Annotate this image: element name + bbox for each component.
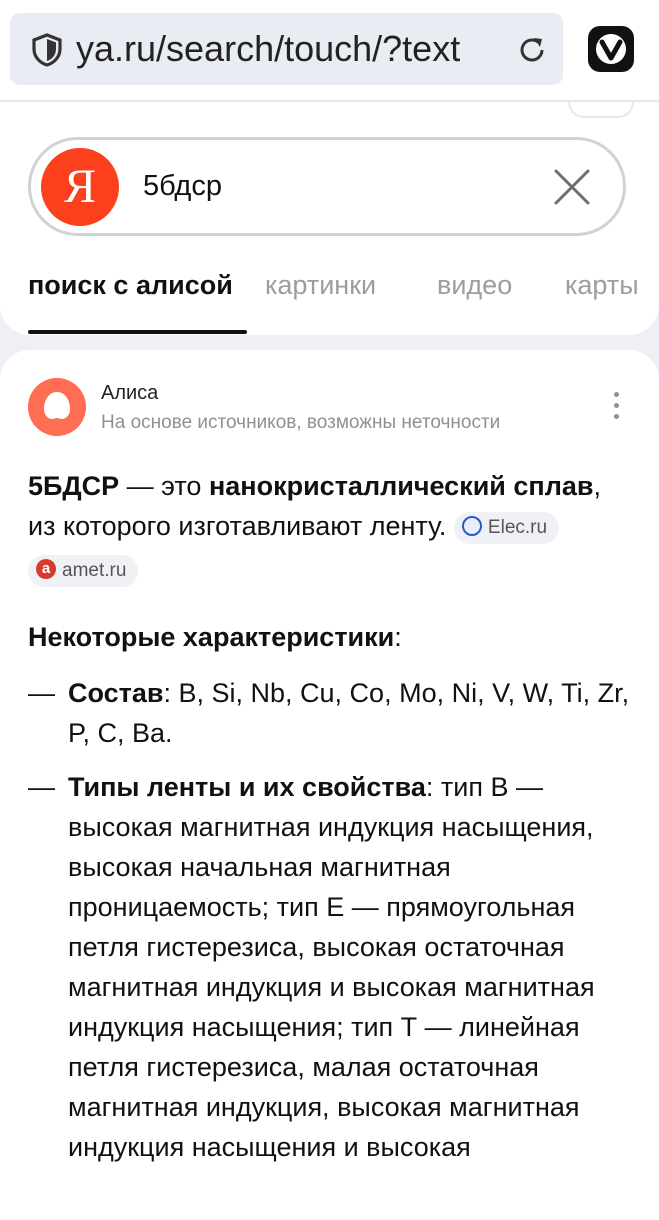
answer-term: 5БДСР	[28, 471, 120, 501]
search-tabs	[0, 262, 659, 336]
subheading-text: Некоторые характеристики	[28, 621, 395, 652]
source-chip-label: Elec.ru	[487, 516, 548, 538]
alice-answer-card	[0, 350, 659, 1220]
tab-alice-search[interactable]: поиск с алисой	[28, 270, 233, 300]
search-input[interactable]	[28, 137, 626, 236]
list-item	[28, 673, 640, 753]
amet-icon: a	[36, 559, 56, 579]
alice-icon	[28, 378, 86, 436]
pull-handle	[568, 102, 634, 118]
reload-icon[interactable]	[516, 34, 548, 66]
tab-images[interactable]: картинки	[265, 270, 377, 300]
search-query[interactable]: 5бдср	[143, 170, 222, 202]
answer-intro	[28, 466, 640, 587]
source-chip-elec[interactable]	[454, 512, 559, 544]
answer-source-name: Алиса	[101, 382, 159, 404]
shield-icon[interactable]	[31, 33, 63, 67]
browser-toolbar	[0, 0, 659, 100]
url-text[interactable]: ya.ru/search/touch/?text	[76, 28, 461, 69]
more-options-icon[interactable]	[608, 392, 624, 428]
answer-disclaimer: На основе источников, возможны неточности	[101, 412, 501, 433]
list-item-title: Типы ленты и их свойства	[68, 771, 426, 802]
answer-content	[28, 466, 640, 1181]
address-bar[interactable]	[10, 13, 563, 85]
source-chip-amet[interactable]	[28, 555, 138, 587]
list-item-title: Состав	[68, 677, 164, 708]
list-item-text: : B, Si, Nb, Cu, Co, Mo, Ni, V, W, Ti, Zr, P, C, Ba.	[68, 677, 630, 748]
list-item-text: : тип В — высокая магнитная индукция насыщения, высокая начальная магнитная проницаемость; тип Е — прямоугольная петля гистерезиса, высокая остаточная магнитная индукция и высокая магнитная индукция насыщения; тип Т — линейная петля гистерезиса, малая остаточная магнитная индукция, высокая магнитная индукция насыщения и высокая	[68, 771, 595, 1162]
vivaldi-icon[interactable]	[588, 26, 634, 72]
intro-rest: , из которого изготавливают ленту.	[28, 471, 602, 541]
source-chip-label: amet.ru	[62, 559, 127, 581]
list-dash: —	[28, 771, 55, 802]
intro-connector: — это	[119, 471, 209, 501]
elec-icon	[462, 516, 482, 536]
list-dash: —	[28, 677, 55, 708]
answer-term-definition: нанокристаллический сплав	[208, 471, 594, 501]
subheading-colon: :	[394, 621, 402, 652]
list-item	[28, 767, 640, 1167]
answer-subheading	[28, 617, 640, 657]
tab-video[interactable]: видео	[437, 270, 513, 300]
close-icon[interactable]	[553, 168, 591, 206]
active-tab-indicator	[28, 330, 247, 334]
tab-maps[interactable]: карты	[565, 270, 639, 300]
yandex-logo-icon[interactable]: Я	[41, 148, 119, 226]
